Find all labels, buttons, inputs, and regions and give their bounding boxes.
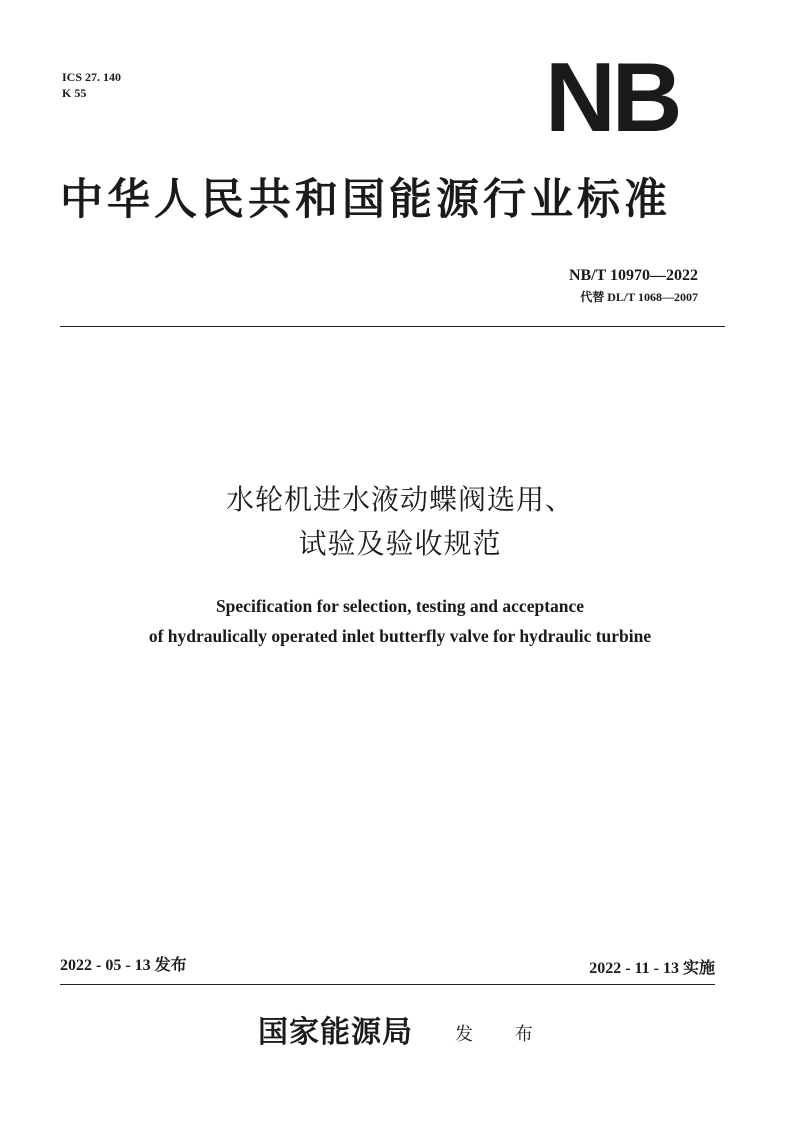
classification-block [62, 69, 121, 101]
standard-category-title: 中华人民共和国能源行业标准 [60, 175, 671, 225]
nb-logo: NB [545, 42, 679, 152]
issue-date: 2022 - 05 - 13 发布 [60, 957, 187, 974]
english-title-line-2: of hydraulically operated inlet butterfly valve for hydraulic turbine [148, 626, 652, 646]
bottom-divider [60, 984, 715, 985]
ics-code: ICS 27. 140 [62, 70, 122, 84]
english-title-line-1: Specification for selection, testing and acceptance [215, 596, 585, 616]
publisher-name: 国家能源局 [258, 1015, 413, 1050]
classification-code: K 55 [62, 86, 87, 100]
standard-number: NB/T 10970—2022 [568, 267, 698, 284]
chinese-title-line-1: 水轮机进水液动蝶阀选用、 [225, 483, 574, 516]
chinese-title-line-2: 试验及验收规范 [298, 527, 502, 560]
implementation-date: 2022 - 11 - 13 实施 [589, 960, 715, 977]
replaces-standard: 代替 DL/T 1068—2007 [580, 290, 698, 304]
publish-label: 发 布 [455, 1024, 551, 1045]
top-divider [60, 326, 725, 327]
